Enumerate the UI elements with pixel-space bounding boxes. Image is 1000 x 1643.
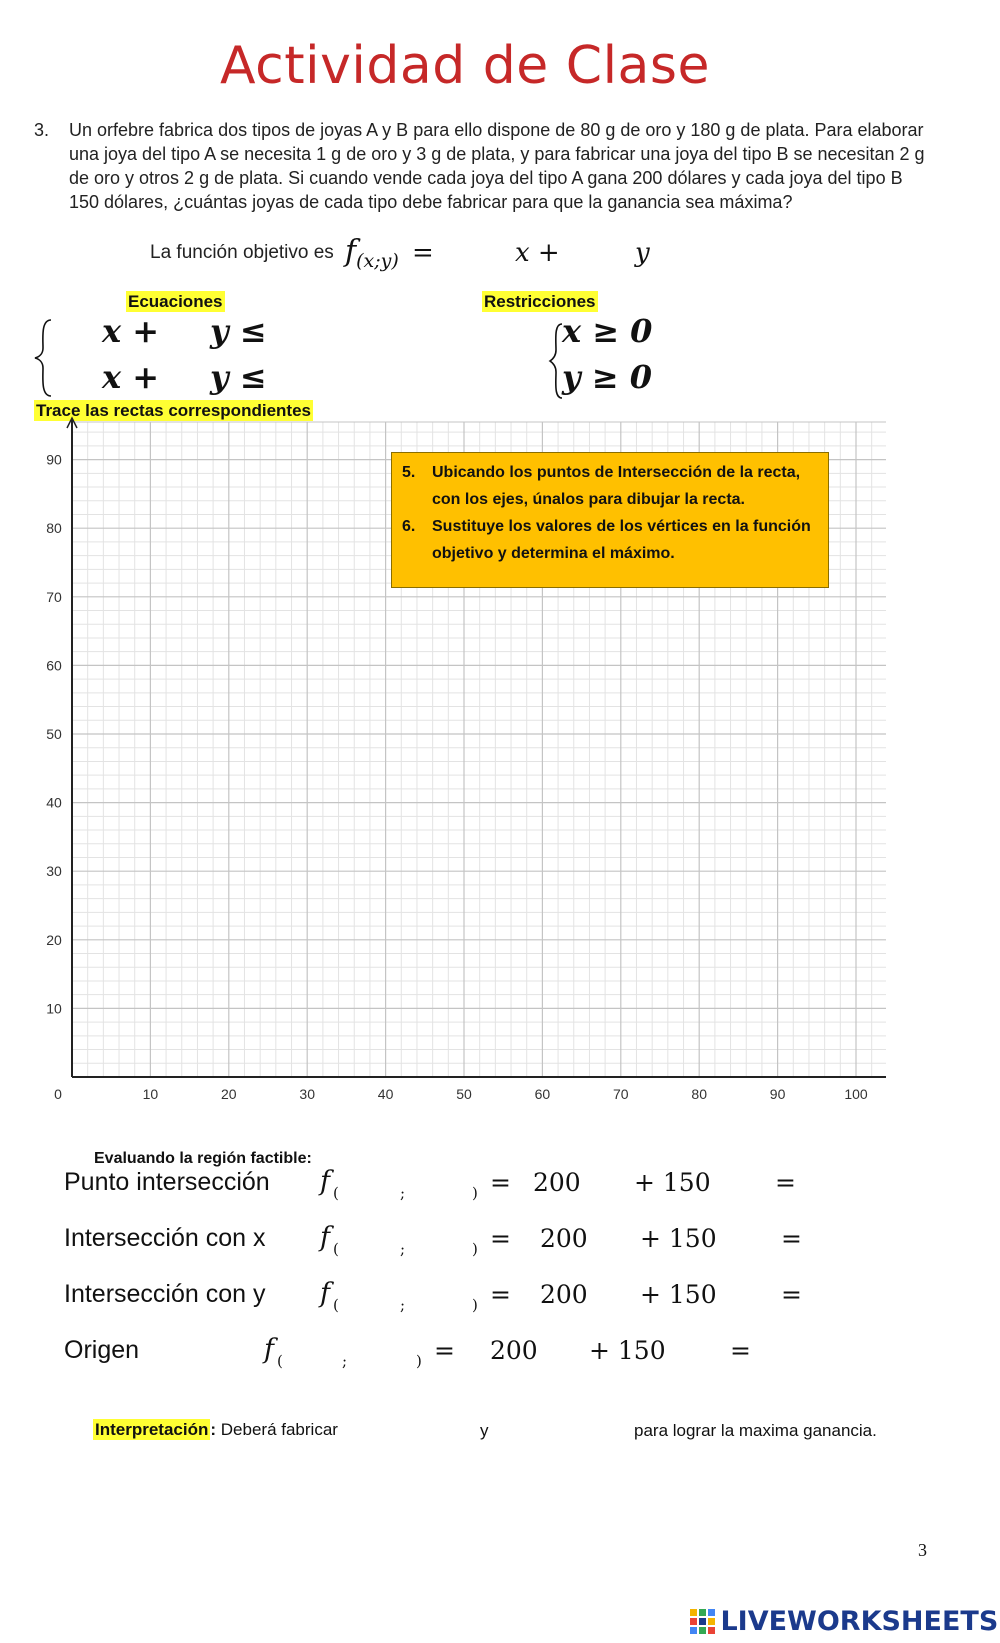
page-number: 3 — [918, 1540, 927, 1560]
liveworksheets-logo — [690, 1606, 998, 1637]
eval-row-1-a: 200 — [533, 1168, 581, 1197]
y-tick-label: 60 — [46, 657, 62, 674]
x-tick-label: 100 — [844, 1086, 868, 1102]
eval-row-3-label: Intersección con y — [64, 1280, 266, 1308]
liveworksheets-logo-icon — [690, 1609, 716, 1635]
eval-row-3-eq2[interactable]: = — [781, 1280, 802, 1309]
objective-label: La función objetivo es — [150, 242, 334, 263]
eval-row-1-eq: = — [490, 1168, 511, 1197]
problem-number: 3. — [34, 120, 50, 140]
y-tick-label: 50 — [46, 726, 62, 742]
objective-sub: (x;y) — [356, 250, 399, 272]
objective-y-term: y — [635, 238, 650, 268]
objective-equals: = — [412, 238, 434, 268]
interpretation-text-3: para lograr la maxima ganancia. — [634, 1421, 877, 1440]
eval-row-2-b: + 150 — [640, 1224, 717, 1253]
x-tick-label: 0 — [54, 1086, 62, 1102]
eval-row-1-open: ( — [333, 1184, 339, 1202]
eval-row-4-eq2[interactable]: = — [730, 1336, 751, 1365]
eval-row-3-sep[interactable]: ; — [400, 1296, 406, 1314]
y-tick-label: 70 — [46, 588, 62, 605]
eval-row-1-close: ) — [472, 1184, 478, 1202]
y-tick-label: 20 — [46, 931, 62, 948]
equation-1-y: y ≤ — [210, 312, 267, 350]
eval-row-3-open: ( — [333, 1296, 339, 1314]
interpretation-text-2: y — [480, 1421, 489, 1440]
y-tick-label: 80 — [46, 520, 62, 537]
x-tick-label: 50 — [456, 1086, 472, 1102]
eval-row-4-open: ( — [277, 1352, 283, 1370]
eval-row-4-sep[interactable]: ; — [342, 1352, 348, 1370]
y-tick-label: 10 — [46, 1000, 62, 1017]
y-tick-label: 90 — [46, 451, 62, 468]
restriction-y: y ≥ 0 — [562, 358, 652, 396]
eval-row-2-eq: = — [490, 1224, 511, 1253]
eval-row-1-f: f — [320, 1166, 330, 1197]
eval-row-4-b: + 150 — [589, 1336, 666, 1365]
eval-row-3-f: f — [320, 1278, 330, 1309]
eval-row-4-close: ) — [416, 1352, 422, 1370]
y-tick-label: 30 — [46, 863, 62, 880]
equation-2-x: x + — [102, 358, 160, 396]
eval-row-1-sep[interactable]: ; — [400, 1184, 406, 1202]
eval-row-2-label: Intersección con x — [64, 1224, 266, 1252]
eval-row-4-f: f — [264, 1334, 274, 1365]
trace-label: Trace las rectas correspondientes — [36, 401, 311, 420]
eval-row-4-label: Origen — [64, 1336, 140, 1364]
equation-1-x: x + — [102, 312, 160, 350]
restrictions-heading: Restricciones — [484, 292, 596, 311]
eval-row-2-f: f — [320, 1222, 330, 1253]
eval-row-2-close: ) — [472, 1240, 478, 1258]
interpretation-text-1: Deberá fabricar — [220, 1420, 338, 1439]
restriction-x: x ≥ 0 — [562, 312, 653, 350]
x-tick-label: 70 — [613, 1086, 629, 1102]
x-tick-label: 90 — [769, 1086, 786, 1102]
eval-row-1-b: + 150 — [634, 1168, 711, 1197]
eval-row-2-eq2[interactable]: = — [781, 1224, 802, 1253]
eval-row-4-a: 200 — [490, 1336, 538, 1365]
interpretation: Interpretación : Deberá fabricar — [95, 1420, 338, 1439]
x-tick-label: 60 — [534, 1086, 551, 1102]
objective-x-term: x + — [515, 238, 560, 268]
eval-row-3-a: 200 — [540, 1280, 588, 1309]
eval-row-2-a: 200 — [540, 1224, 588, 1253]
equations-heading: Ecuaciones — [128, 292, 223, 311]
eval-row-3-b: + 150 — [640, 1280, 717, 1309]
x-tick-label: 40 — [377, 1086, 394, 1102]
x-tick-label: 30 — [299, 1086, 315, 1102]
interpretation-label: Interpretación — [95, 1420, 209, 1439]
instruction-item: 5. Ubicando los puntos de Intersección de la recta, con los ejes, únalos para dibujar la recta. — [402, 464, 801, 508]
brand-text: LIVEWORKSHEETS — [720, 1606, 999, 1637]
eval-row-2-open: ( — [333, 1240, 339, 1258]
objective-f: f — [345, 234, 357, 269]
eval-row-1-label: Punto intersección — [64, 1168, 270, 1196]
eval-row-3-close: ) — [472, 1296, 478, 1314]
instruction-item: 6. Sustituye los valores de los vértices en la función objetivo y determina el máximo. — [402, 518, 811, 562]
eval-row-3-eq: = — [490, 1280, 511, 1309]
equation-2-y: y ≤ — [210, 358, 267, 396]
problem-text: Un orfebre fabrica dos tipos de joyas A y B para ello dispone de 80 g de oro y 180 g de plata. Para elaborar una joya del tipo A se necesita 1 g de oro y 3 g de plata, y para fabricar una joya del tipo B se necesitan 2 g de oro y otros 2 g de plata. Si cuando vende cada joya del tipo A gana 200 dólares y cada joya del tipo B 150 dólares, ¿cuántas joyas de cada tipo debe fabricar para que la ganancia sea máxima? — [69, 120, 925, 212]
x-tick-label: 20 — [221, 1086, 237, 1102]
instructions-box — [391, 452, 829, 588]
eval-row-2-sep[interactable]: ; — [400, 1240, 406, 1258]
eval-row-1-eq2[interactable]: = — [775, 1168, 796, 1197]
y-tick-label: 40 — [46, 794, 62, 811]
x-tick-label: 80 — [691, 1086, 707, 1102]
page-title: Actividad de Clase — [220, 36, 710, 96]
eval-row-4-eq: = — [434, 1336, 455, 1365]
x-tick-label: 10 — [142, 1086, 159, 1102]
evaluation-heading: Evaluando la región factible: — [94, 1150, 312, 1167]
